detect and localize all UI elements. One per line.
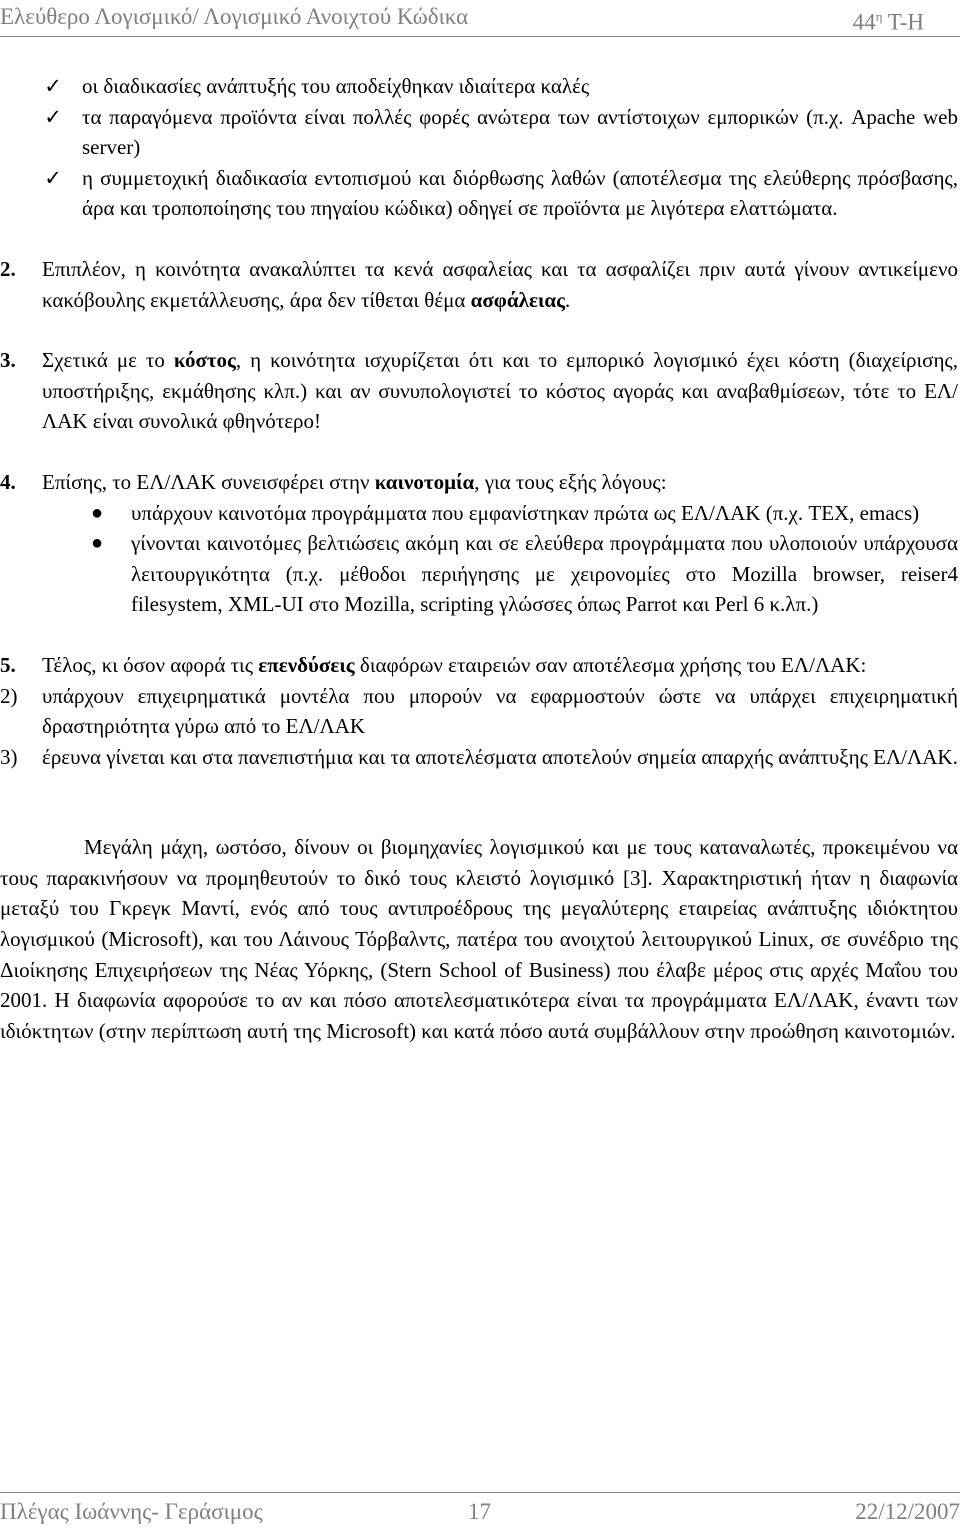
closing-term: Διοίκησης Επιχειρήσεων xyxy=(0,957,213,982)
check-item xyxy=(0,102,958,163)
bullet-text: υπάρχουν καινοτόμα προγράμματα που εμφανίστηκαν πρώτα ως ΕΛ/ΛΑΚ (π.χ. TEX, emacs) xyxy=(131,500,920,525)
bullet-icon: ● xyxy=(90,532,104,555)
check-item-text: τα παραγόμενα προϊόντα είναι πολλές φορές ανώτερα των αντίστοιχων εμπορικών (π.χ. Apache web server) xyxy=(82,104,958,160)
footer-date: 22/12/2007 xyxy=(855,1499,960,1524)
header-edition-sup: η xyxy=(875,9,883,24)
page-footer xyxy=(0,1492,960,1527)
paragraph-3 xyxy=(0,345,958,437)
closing-text-2: της Νέας Υόρκης, (Stern School of Business) που έλαβε μέρος στις αρχές Μαΐου του 2001. Η διαφωνία αφορούσε το αν και πόσο αποτελεσματικότερα είναι τα προγράμματα ΕΛ/ΛΑΚ, έναντι των ιδιόκτητων (στην περίπτωση αυτή της Microsoft) και κατά πόσο αυτά συμβάλλουν στην προώθηση καινοτομιών. xyxy=(0,957,958,1043)
paragraph-number: 3. xyxy=(0,348,16,373)
item-label: 2) xyxy=(0,683,18,708)
closing-text-1: Μεγάλη μάχη, ωστόσο, δίνουν οι βιομηχανίες λογισμικού και με τους καταναλωτές, προκειμένου να τους παρακινήσουν να προμηθευτούν το δικό τους κλειστό λογισμικό [3]. Χαρακτηριστική ήταν η διαφωνία μεταξύ του Γκρεγκ Μαντί, ενός από τους αντιπροέδρους της μεγαλύτερης εταιρείας ανάπτυξης ιδιόκτητου λογισμικού (Microsoft), και του Λάινους Τόρβαλντς, πατέρα του ανοιχτού λειτουργικού Linux, σε συνέδριο της xyxy=(0,835,958,952)
spacer xyxy=(0,315,958,345)
bold-term: κόστος xyxy=(173,348,236,373)
document-body xyxy=(0,71,958,1046)
spacer xyxy=(0,772,958,832)
paragraph-text: Σχετικά με το xyxy=(42,348,174,373)
page-header xyxy=(0,0,960,37)
paragraph-number: 4. xyxy=(0,469,16,494)
checkmark-icon: ✓ xyxy=(44,74,62,98)
numbered-item xyxy=(0,742,958,773)
paragraph-text: Επιπλέον, η κοινότητα ανακαλύπτει τα κενά ασφαλείας και τα ασφαλίζει πριν αυτά γίνουν αντικείμενο κακόβουλης εκμετάλλευσης, άρα δεν τίθεται θέμα xyxy=(42,256,958,312)
paragraph-2 xyxy=(0,254,958,315)
checkmark-icon: ✓ xyxy=(44,165,62,190)
bullet-text: γίνονται καινοτόμες βελτιώσεις ακόμη και σε ελεύθερα προγράμματα που υλοποιούν υπάρχουσα λειτουργικότητα (π.χ. μέθοδοι περιήγησης με χειρονομίες στο Mozilla browser, reiser4 filesystem, XML-UI στο Mozilla, scripting γλώσσες όπως Parrot και Perl 6 κ.λπ.) xyxy=(131,531,958,617)
spacer xyxy=(0,224,958,254)
paragraph-text: Τέλος, κι όσον αφορά τις xyxy=(42,652,259,677)
paragraph-text-end: , για τους εξής λόγους: xyxy=(474,469,667,494)
bullet-item xyxy=(0,498,958,529)
header-edition xyxy=(853,2,924,38)
bullet-item xyxy=(0,528,958,620)
item-text: έρευνα γίνεται και στα πανεπιστήμια και τα αποτελέσματα αποτελούν σημεία απαρχής ανάπτυξης ΕΛ/ΛΑΚ. xyxy=(42,744,958,769)
check-item-text: οι διαδικασίες ανάπτυξής του αποδείχθηκαν ιδιαίτερα καλές xyxy=(82,74,590,98)
paragraph-text: Επίσης, το ΕΛ/ΛΑΚ συνεισφέρει στην xyxy=(42,469,375,494)
check-item-text: η συμμετοχική διαδικασία εντοπισμού και διόρθωσης λαθών (αποτέλεσμα της ελεύθερης πρόσβασης, άρα και τροποποίησης του πηγαίου κώδικα) οδηγεί σε προϊόντα με λιγότερα ελαττώματα. xyxy=(82,165,958,221)
bullet-icon: ● xyxy=(90,501,104,524)
check-item xyxy=(0,163,958,224)
check-item xyxy=(0,71,958,102)
paragraph-number: 2. xyxy=(0,256,16,281)
bold-term: ασφάλειας xyxy=(470,287,566,312)
bold-term: καινοτομία xyxy=(374,469,475,494)
paragraph-text-end: διαφόρων εταιρειών σαν αποτέλεσμα χρήσης του ΕΛ/ΛΑΚ: xyxy=(354,652,867,677)
paragraph-text-end: , η κοινότητα ισχυρίζεται ότι και το εμπορικό λογισμικό έχει κόστη (διαχείρισης, υποστήριξης, εκμάθησης κλπ.) και αν συνυπολογιστεί το κόστος αγοράς και αναβαθμίσεων, τότε το ΕΛ/ΛΑΚ είναι συνολικά φθηνότερο! xyxy=(42,348,958,434)
header-edition-suffix: Τ-Η xyxy=(882,9,924,35)
item-text: υπάρχουν επιχειρηματικά μοντέλα που μπορούν να εφαρμοστούν ώστε να υπάρχει επιχειρηματική δραστηριότητα γύρω από το ΕΛ/ΛΑΚ xyxy=(42,683,958,739)
header-title: Ελεύθερο Λογισμικό/ Λογισμικό Ανοιχτού Κώδικα xyxy=(0,4,469,29)
closing-paragraph xyxy=(0,832,958,1046)
paragraph-5 xyxy=(0,650,958,681)
item-label: 3) xyxy=(0,744,18,769)
spacer xyxy=(0,620,958,650)
paragraph-4 xyxy=(0,467,958,498)
paragraph-number: 5. xyxy=(0,652,16,677)
spacer xyxy=(0,437,958,467)
footer-author: Πλέγας Ιωάννης- Γεράσιμος xyxy=(0,1499,263,1524)
header-edition-num: 44 xyxy=(852,9,876,35)
checkmark-icon: ✓ xyxy=(44,104,62,129)
footer-page-number: 17 xyxy=(468,1499,491,1524)
numbered-item xyxy=(0,681,958,742)
bold-term: επενδύσεις xyxy=(258,652,355,677)
paragraph-text-end: . xyxy=(565,287,571,312)
